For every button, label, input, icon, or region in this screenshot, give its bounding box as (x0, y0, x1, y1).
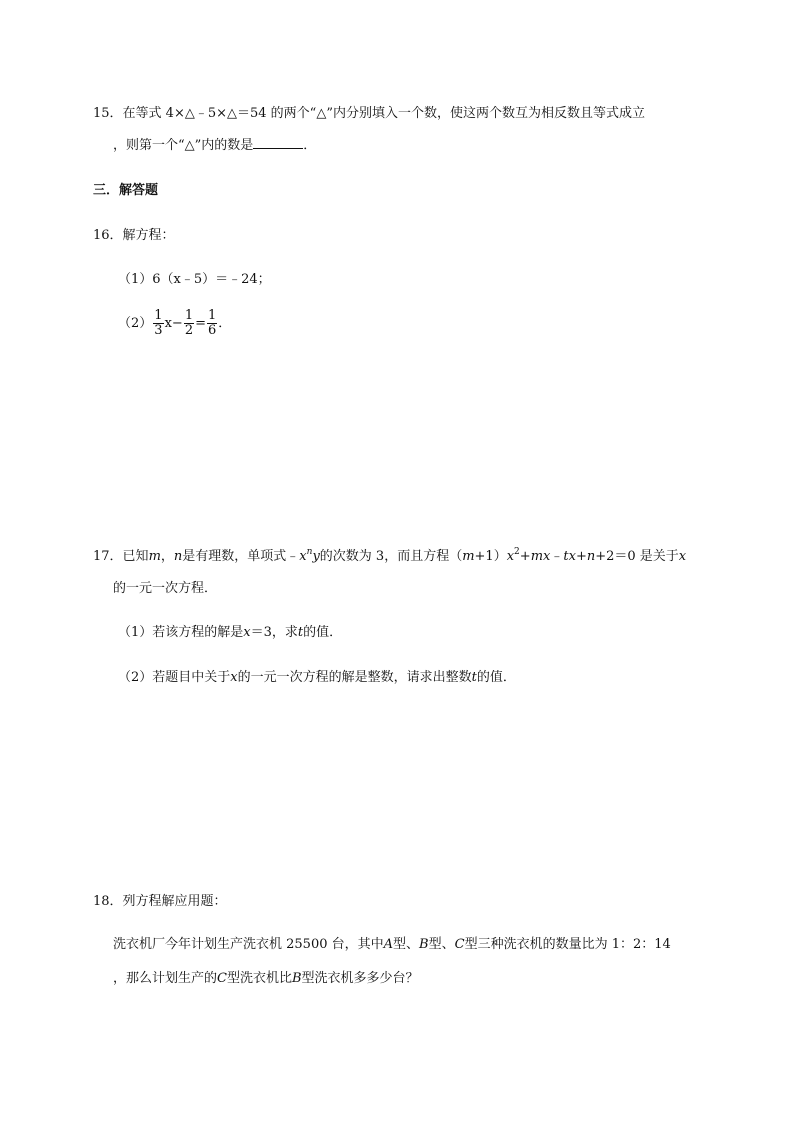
q17-line2: 的一元一次方程． (113, 581, 218, 596)
q15-number: 15． (93, 106, 123, 121)
q16-number: 16． (93, 228, 123, 243)
q16-part2: （2） $\frac{1}{3}$ x− $\frac{1}{2}$ = $\frac{1}{6}$ ． (118, 308, 232, 338)
q18-line2: ，那么计划生产的C型洗衣机比B型洗衣机多多少台？ (113, 971, 419, 986)
q17-part2: （2）若题目中关于x的一元一次方程的解是整数，请求出整数t的值． (118, 670, 516, 685)
fraction-one-half: $\frac{1}{2}$ (184, 308, 194, 338)
q17-number: 17． (93, 549, 123, 564)
q18-number: 18． (93, 894, 123, 909)
section-heading: 三．解答题 (93, 183, 159, 198)
q17-part1: （1）若该方程的解是x＝3，求t的值． (118, 625, 343, 640)
q18-title: 18．列方程解应用题： (93, 894, 227, 909)
fraction-one-third: $\frac{1}{3}$ (154, 308, 163, 338)
q15-text-1: 在等式 4×△﹣5×△＝54 的两个“△”内分别填入一个数，使这两个数互为相反数且等式成立 (122, 106, 645, 121)
q18-line1: 洗衣机厂今年计划生产洗衣机 25500 台，其中A型、B型、C型三种洗衣机的数量比为 1：2：14 (113, 937, 671, 952)
q15-line2: ，则第一个“△”内的数是 ． (113, 138, 317, 153)
fraction-one-sixth: $\frac{1}{6}$ (208, 308, 217, 338)
q15-answer-blank[interactable] (253, 137, 303, 149)
q15-line1 (93, 102, 645, 121)
q16-part1: （1）6（x﹣5）＝﹣24； (118, 272, 271, 287)
q17-line1: 17．已知m，n是有理数，单项式$﹣x^ny$的次数为 3，而且方程$(m+1)x^2+mx﹣tx+n+2=0$ 是关于x (93, 547, 687, 564)
q15-text-2: ，则第一个“△”内的数是 (113, 138, 254, 153)
q16-title: 16．解方程： (93, 228, 175, 243)
